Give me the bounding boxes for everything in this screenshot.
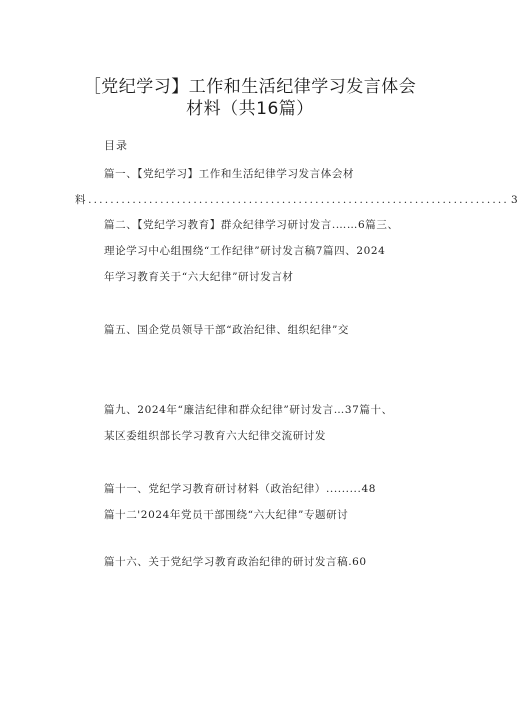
toc-entry-with-leader [75, 192, 518, 207]
leader-dots: ............................................................................ [88, 194, 509, 206]
document-title-line-2: 材料（共16篇） [186, 99, 314, 119]
toc-heading: 目录 [104, 139, 128, 152]
document-title-line-1: ［党纪学习】工作和生活纪律学习发言体会 [83, 77, 417, 97]
toc-entry: 篇二、【党纪学习教育】群众纪律学习研讨发言.……6篇三、 [104, 219, 399, 231]
toc-entry: 篇九、2024年“廉洁纪律和群众纪律”研讨发言…37篇十、 [104, 404, 393, 416]
toc-entry: 篇一、【党纪学习】工作和生活纪律学习发言体会材 [104, 168, 355, 180]
toc-entry: 篇十二'2024年党员干部围绕“六大纪律”专题研讨 [104, 509, 349, 521]
toc-page-number: 3 [510, 194, 518, 206]
toc-entry: 某区委组织部长学习教育六大纪律交流研讨发 [104, 430, 326, 442]
toc-entry: 篇十一、党纪学习教育研讨材料（政治纪律）.........48 [104, 483, 376, 495]
toc-entry-text: 料 [75, 194, 87, 206]
toc-entry: 篇五、国企党员领导干部“政治纪律、组织纪律”交 [104, 324, 350, 336]
toc-entry: 年学习教育关于“六大纪律”研讨发言材 [104, 271, 294, 283]
toc-entry: 篇十六、关于党纪学习教育政治纪律的研讨发言稿.60 [104, 556, 367, 568]
toc-entry: 理论学习中心组围绕“工作纪律”研讨发言稿7篇四、2024 [104, 245, 386, 257]
